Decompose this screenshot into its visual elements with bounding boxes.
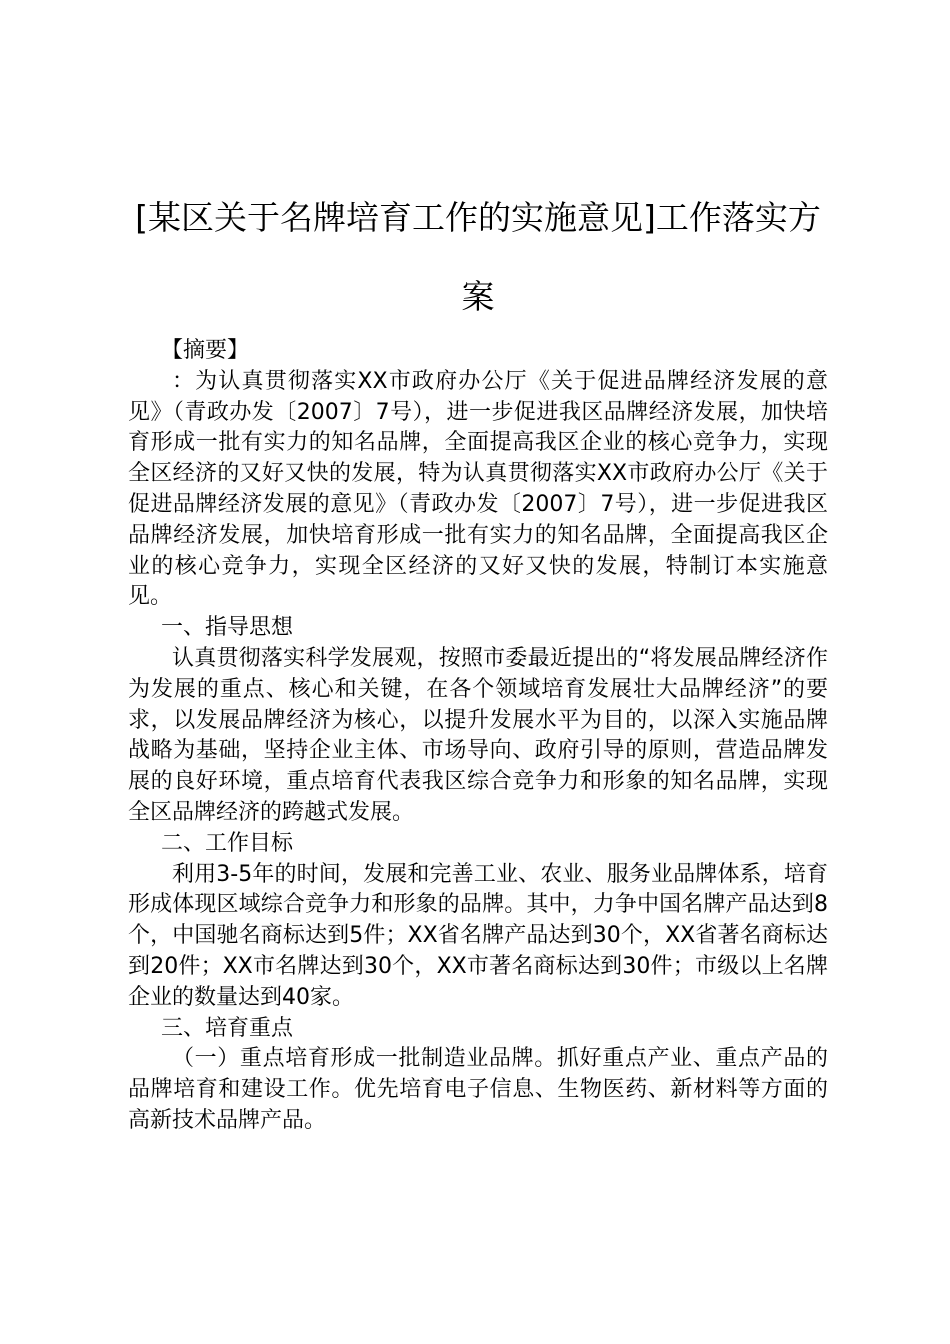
section-paragraph-key-areas-item1: （一）重点培育形成一批制造业品牌。抓好重点产业、重点产品的品牌培育和建设工作。优先培育电子信息、生物医药、新材料等方面的高新技术品牌产品。	[128, 1046, 828, 1133]
abstract-paragraph: ：为认真贯彻落实XX市政府办公厅《关于促进品牌经济发展的意见》（青政办发〔2007〕7号），进一步促进我区品牌经济发展，加快培育形成一批有实力的知名品牌，全面提高我区企业的核心竞争力，实现全区经济的又好又快的发展，特为认真贯彻落实XX市政府办公厅《关于促进品牌经济发展的意见》（青政办发〔2007〕7号），进一步促进我区品牌经济发展，加快培育形成一批有实力的知名品牌，全面提高我区企业的核心竞争力，实现全区经济的又好又快的发展，特制订本实施意见。	[128, 368, 828, 610]
document-body	[128, 336, 828, 1137]
document-page	[128, 160, 828, 1137]
section-paragraph-guiding-ideology: 认真贯彻落实科学发展观，按照市委最近提出的“将发展品牌经济作为发展的重点、核心和关键，在各个领域培育发展壮大品牌经济”的要求，以发展品牌经济为核心，以提升发展水平为目的，以深入实施品牌战略为基础，坚持企业主体、市场导向、政府引导的原则，营造品牌发展的良好环境，重点培育代表我区综合竞争力和形象的知名品牌，实现全区品牌经济的跨越式发展。	[128, 645, 828, 825]
section-paragraph-work-goals: 利用3-5年的时间，发展和完善工业、农业、服务业品牌体系，培育形成体现区域综合竞争力和形象的品牌。其中，力争中国名牌产品达到8个，中国驰名商标达到5件；XX省名牌产品达到30个，XX省著名商标达到20件；XX市名牌达到30个，XX市著名商标达到30件；市级以上名牌企业的数量达到40家。	[128, 861, 828, 1010]
section-heading-guiding-ideology: 一、指导思想	[161, 615, 294, 641]
abstract-label: 【摘要】	[161, 338, 250, 363]
section-heading-work-goals: 二、工作目标	[161, 830, 294, 856]
section-heading-key-areas: 三、培育重点	[161, 1015, 294, 1041]
document-title: [某区关于名牌培育工作的实施意见]工作落实方案	[135, 198, 821, 316]
